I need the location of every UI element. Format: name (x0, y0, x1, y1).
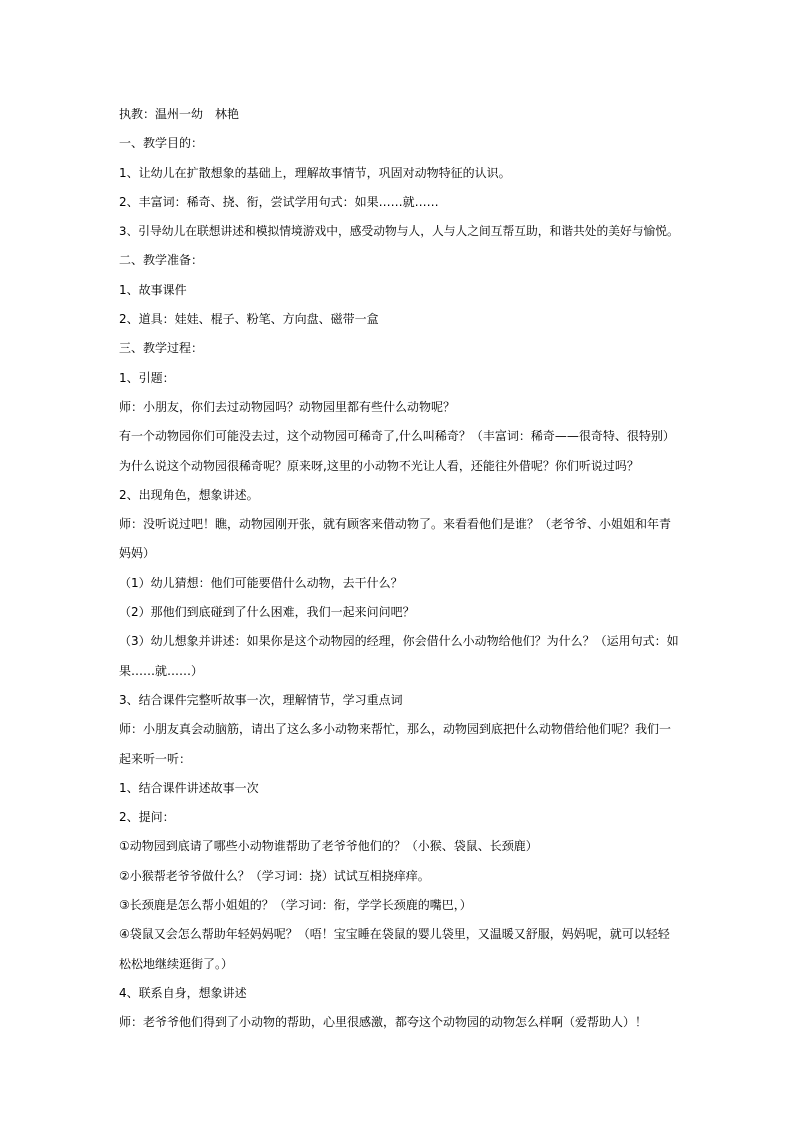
sub-item-1: （1）幼儿猜想：他们可能要借什么动物，去干什么？ (119, 575, 403, 590)
document-body (119, 100, 679, 1038)
section-heading-process: 三、教学过程： (119, 341, 204, 356)
paragraph-line: 师：老爷爷他们得到了小动物的帮助，心里很感激，都夸这个动物园的动物怎么样啊（爱帮助人）！ (119, 1015, 648, 1030)
process-step-1-heading: 1、引题： (119, 370, 175, 385)
goal-item-3: 3、引导幼儿在联想讲述和模拟情境游戏中，感受动物与人，人与人之间互帮互助，和谐共处的美好与愉悦。 (119, 224, 679, 239)
paragraph-line: 师：没听说过吧！瞧，动物园刚开张，就有顾客来借动物了。来看看他们是谁？（老爷爷、小姐姐和年青 (119, 517, 672, 532)
paragraph-line: 果……就……） (119, 663, 204, 678)
paragraph-line: 有一个动物园你们可能没去过，这个动物园可稀奇了,什么叫稀奇？（丰富词：稀奇——很奇特、很特别） (119, 429, 675, 444)
process-step-4-heading: 4、联系自身，想象讲述 (119, 985, 247, 1000)
paragraph-line: 妈妈） (119, 546, 156, 561)
preparation-item-1: 1、故事课件 (119, 282, 187, 297)
sub-item-3: （3）幼儿想象并讲述：如果你是这个动物园的经理，你会借什么小动物给他们？为什么？（运用句式：如 (119, 634, 679, 649)
question-1: ①动物园到底请了哪些小动物谁帮助了老爷爷他们的？（小猴、袋鼠、长颈鹿） (119, 839, 538, 854)
paragraph-line: 松松地继续逛街了。） (119, 956, 234, 971)
goal-item-2: 2、丰富词：稀奇、挠、衔，尝试学用句式：如果……就…… (119, 194, 439, 209)
preparation-item-2: 2、道具：娃娃、棍子、粉笔、方向盘、磁带一盒 (119, 312, 379, 327)
author-line: 执教：温州一幼 林艳 (119, 107, 240, 121)
step-3-item-1: 1、结合课件讲述故事一次 (119, 780, 259, 795)
section-heading-preparation: 二、教学准备： (119, 253, 204, 268)
question-4: ④袋鼠又会怎么帮助年轻妈妈呢？（唔！宝宝睡在袋鼠的婴儿袋里，又温暖又舒服，妈妈呢，就可以轻轻 (119, 927, 670, 942)
paragraph-line: 师：小朋友真会动脑筋，请出了这么多小动物来帮忙，那么，动物园到底把什么动物借给他们呢？我们一 (119, 722, 672, 737)
sub-item-2: （2）那他们到底碰到了什么困难，我们一起来问问吧？ (119, 605, 415, 620)
paragraph-line: 起来听一听： (119, 751, 192, 766)
section-heading-goals: 一、教学目的： (119, 136, 204, 151)
process-step-2-heading: 2、出现角色，想象讲述。 (119, 487, 259, 502)
question-3: ③长颈鹿是怎么帮小姐姐的？（学习词：衔，学学长颈鹿的嘴巴，） (119, 898, 472, 913)
paragraph-line: 为什么说这个动物园很稀奇呢？原来呀,这里的小动物不光让人看，还能往外借呢？你们听说过吗？ (119, 458, 639, 473)
step-3-item-2: 2、提问： (119, 810, 175, 825)
process-step-3-heading: 3、结合课件完整听故事一次，理解情节，学习重点词 (119, 692, 403, 707)
question-2: ②小猴帮老爷爷做什么？（学习词：挠）试试互相挠痒痒。 (119, 868, 430, 883)
paragraph-line: 师：小朋友，你们去过动物园吗？动物园里都有些什么动物呢？ (119, 399, 456, 414)
goal-item-1: 1、让幼儿在扩散想象的基础上，理解故事情节，巩固对动物特征的认识。 (119, 165, 511, 180)
